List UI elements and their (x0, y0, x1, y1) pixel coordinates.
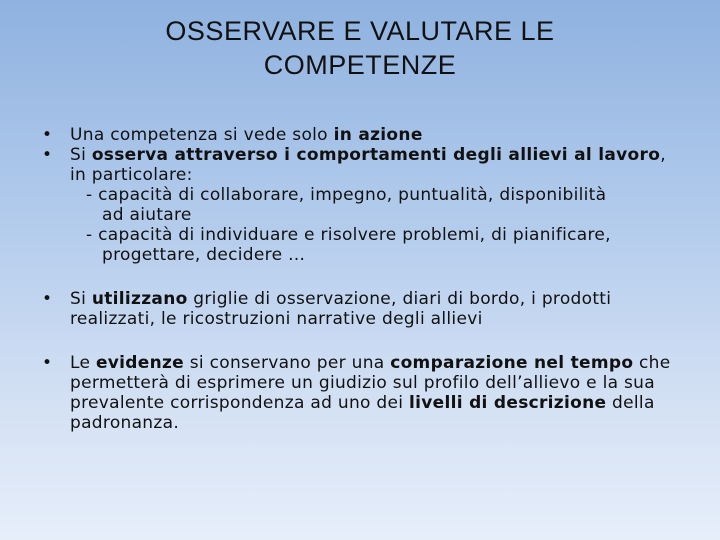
sub-item-collaborare (70, 185, 682, 225)
bullet-text: Una competenza si vede solo (70, 125, 334, 145)
sub-item-line: - capacità di individuare e risolvere problemi, di pianificare, (86, 225, 611, 245)
bullet-in-azione (42, 125, 682, 145)
bullet-bold: utilizzano (91, 289, 188, 309)
slide-body (42, 125, 682, 433)
slide-title-line-1: OSSERVARE E VALUTARE LE (165, 16, 555, 46)
sub-item-line: progettare, decidere … (102, 245, 306, 265)
bullet-bold: comparazione nel tempo (390, 353, 634, 373)
bullet-osserva (42, 145, 682, 265)
bullet-text: della padronanza. (70, 393, 655, 433)
bullet-glyph: • (42, 289, 53, 309)
sub-item-line: ad aiutare (102, 205, 192, 225)
bullet-evidenze (42, 353, 682, 433)
bullet-utilizzano (42, 289, 682, 329)
bullet-bold: evidenze (95, 353, 185, 373)
bullet-text: , in particolare: (70, 145, 666, 185)
bullet-bold: livelli di descrizione (409, 393, 607, 413)
bullet-glyph: • (42, 125, 53, 145)
bullet-glyph: • (42, 353, 53, 373)
spacer (42, 329, 682, 353)
bullet-text: Si (70, 289, 92, 309)
slide-title-line-2: COMPETENZE (263, 50, 457, 80)
spacer (42, 265, 682, 289)
bullet-text: Le (70, 353, 96, 373)
sub-item-problemi (70, 225, 682, 265)
bullet-bold: osserva attraverso i comportamenti degli allievi al lavoro (91, 145, 661, 165)
bullet-glyph: • (42, 145, 53, 165)
bullet-text: si conservano per una (184, 353, 391, 373)
bullet-bold: in azione (333, 125, 423, 145)
bullet-text: griglie di osservazione, diari di bordo, i prodotti realizzati, le ricostruzioni narrative degli allievi (70, 289, 612, 329)
bullet-text: che permetterà di esprimere un giudizio sul profilo dell’allievo e la sua prevalente corrispondenza ad uno dei (70, 353, 671, 413)
bullet-text: Si (70, 145, 92, 165)
sub-item-line: - capacità di collaborare, impegno, puntualità, disponibilità (86, 185, 607, 205)
slide-title (0, 14, 720, 82)
